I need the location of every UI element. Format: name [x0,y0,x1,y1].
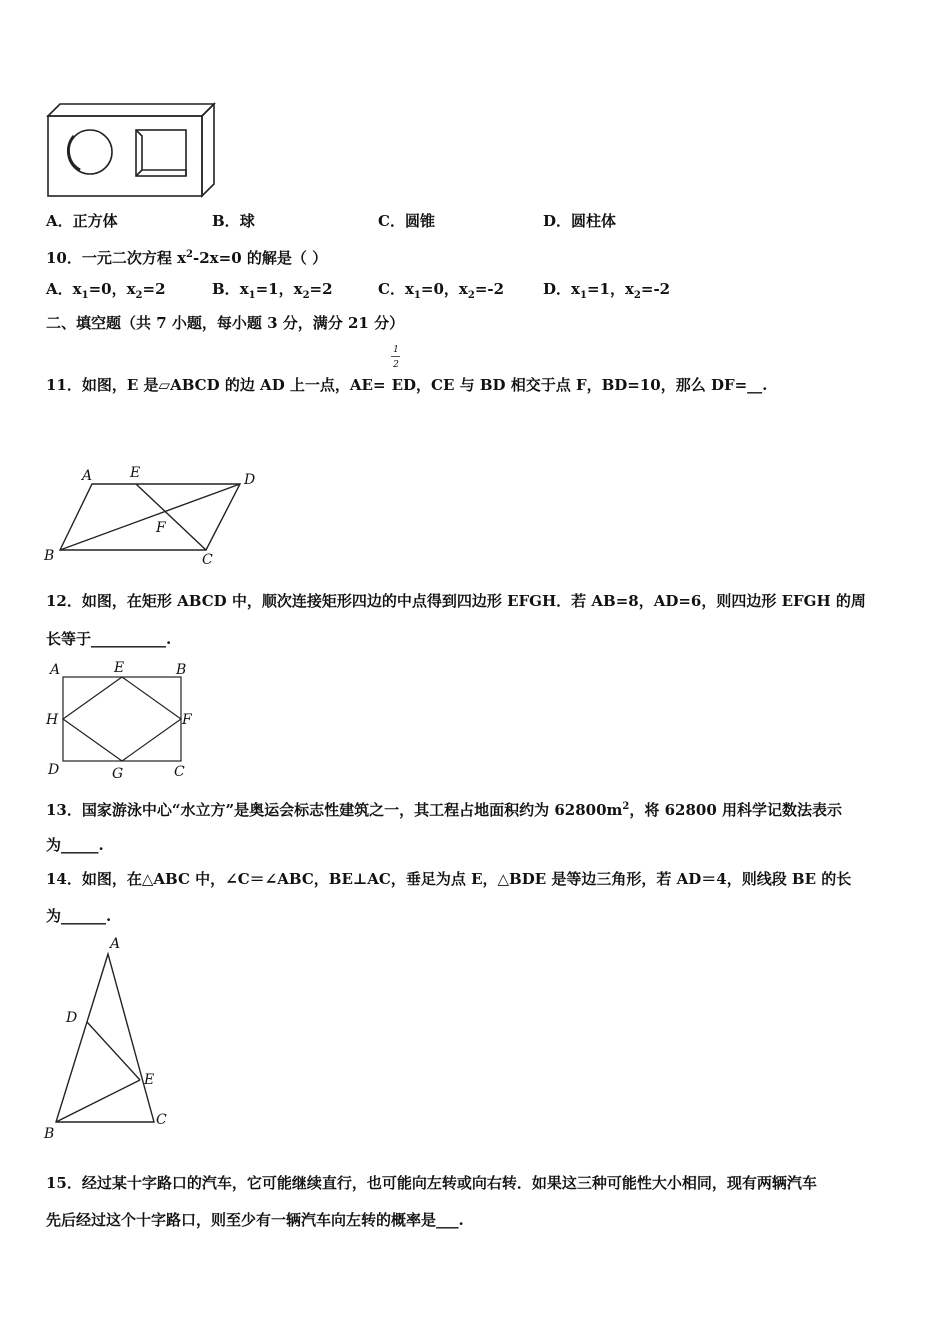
q12-label-f: F [182,712,192,728]
q9-option-a: A．正方体 [46,212,118,230]
q12-stem-line2: 长等于__________. [46,630,172,648]
q12-label-h: H [46,712,59,728]
q14-stem-line1: 14．如图，在△ABC 中，∠C＝∠ABC，BE⊥AC，垂足为点 E，△BDE 是等边三角形，若 AD＝4，则线段 BE 的长 [46,870,852,888]
q13-stem-line1: 13．国家游泳中心“水立方”是奥运会标志性建筑之一，其工程占地面积约为 $62800m^2$，将 62800 用科学记数法表示 [46,801,843,819]
q12-label-g: G [112,766,124,782]
q12-label-b: B [176,662,187,678]
q11-parallelogram-figure [40,460,270,570]
q15-stem-line1: 15．经过某十字路口的汽车，它可能继续直行，也可能向左转或向右转．如果这三种可能性大小相同，现有两辆汽车 [46,1174,817,1192]
q10-option-a: A．$x_1=0$，$x_2=2$ [46,280,166,301]
q11-label-e: E [130,465,141,481]
q9-option-b: B．球 [212,212,255,230]
q14-label-d: D [66,1010,78,1026]
q11-fraction-bar [391,356,400,357]
q12-label-d: D [48,762,60,778]
q14-stem-line2: 为______. [46,907,112,925]
q10-stem: 10．一元二次方程 $x^2-2x=0$ 的解是（ ） [46,249,328,267]
q9-option-c: C．圆锥 [378,212,435,230]
section-2-title: 二、填空题（共 7 小题，每小题 3 分，满分 21 分） [46,314,405,332]
q12-stem-line1: 12．如图，在矩形 ABCD 中，顺次连接矩形四边的中点得到四边形 EFGH．若 AB=8，AD=6，则四边形 EFGH 的周 [46,592,866,610]
q12-label-a: A [50,662,61,678]
q11-stem: 11．如图，E 是▱ABCD 的边 AD 上一点，AE= ED，CE 与 BD 相交于点 F，BD=10，那么 DF=__. [46,376,768,394]
q11-fraction-numerator: 1 [393,345,399,355]
q11-label-d: D [244,472,256,488]
q11-label-f: F [156,520,166,536]
q9-option-d: D．圆柱体 [543,212,617,230]
q14-label-c: C [156,1112,167,1128]
q14-label-a: A [110,936,121,952]
q14-triangle-figure [40,930,180,1145]
q11-fraction-denominator: 2 [393,360,399,370]
q11-label-a: A [82,468,93,484]
q11-label-c: C [202,552,213,568]
q12-rectangle-figure [44,658,204,784]
q10-option-b: B．$x_1=1$，$x_2=2$ [212,280,333,301]
q13-stem-line2: 为_____. [46,836,104,854]
q11-label-b: B [44,548,55,564]
q10-option-d: D．$x_1=1$，$x_2=-2$ [543,280,671,301]
q9-view-figure [44,100,219,200]
q14-label-b: B [44,1126,55,1142]
q14-label-e: E [144,1072,155,1088]
q10-option-c: C．$x_1=0$，$x_2=-2$ [378,280,505,301]
q15-stem-line2: 先后经过这个十字路口，则至少有一辆汽车向左转的概率是___. [46,1211,464,1229]
q12-label-e: E [114,660,125,676]
q12-label-c: C [174,764,185,780]
